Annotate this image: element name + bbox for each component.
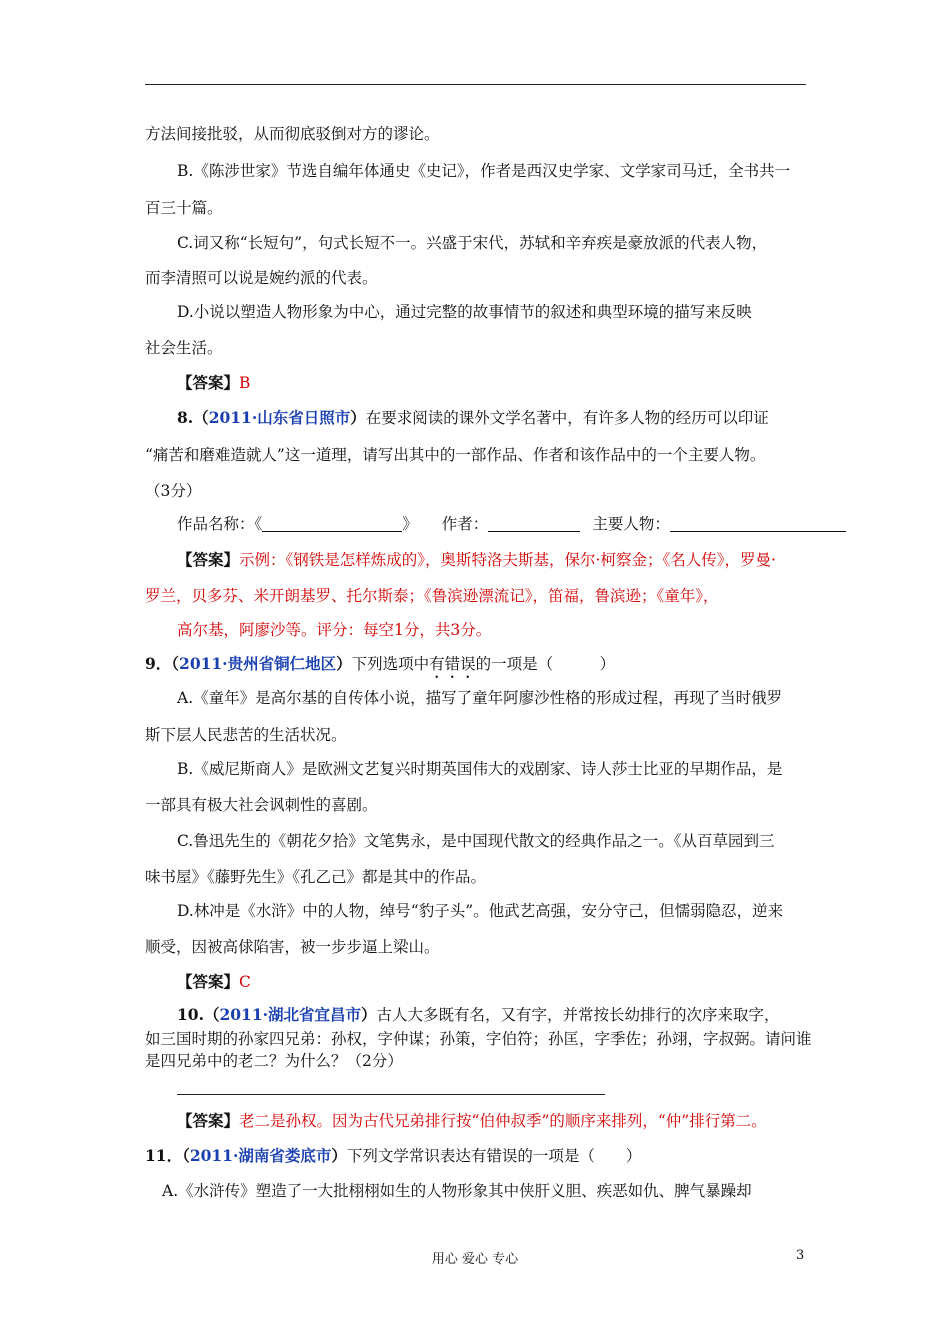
text-line: 百三十篇。: [145, 199, 223, 217]
answer-label: 【答案】: [177, 550, 240, 569]
q8-fill-fields: 作品名称：《 》 作者： 主要人物：: [177, 514, 846, 534]
question-source: 2011·湖北省宜昌市: [219, 1005, 362, 1024]
text-line: “痛苦和磨难造就人”这一道理，请写出其中的一部作品、作者和该作品中的一个主要人物。: [145, 446, 766, 464]
work-title-blank[interactable]: [262, 515, 402, 532]
q7-answer: [177, 373, 250, 393]
answer-value: B: [239, 374, 251, 392]
author-blank[interactable]: [488, 515, 580, 532]
text-line: 是四兄弟中的老二？为什么？（2分）: [145, 1052, 403, 1070]
answer-label: 【答案】: [177, 972, 240, 991]
answer-line: 高尔基，阿廖沙等。评分：每空1分，共3分。: [177, 621, 492, 639]
answer-blank-line[interactable]: [177, 1094, 605, 1095]
text-line: 顺受，因被高俅陷害，被一步步逼上梁山。: [145, 938, 440, 956]
page-number: 3: [796, 1248, 805, 1263]
answer-label: 【答案】: [177, 373, 240, 392]
option-c: C.词又称“长短句”，句式长短不一。兴盛于宋代，苏轼和辛弃疾是豪放派的代表人物，: [177, 234, 768, 252]
text-line: 味书屋》《藤野先生》《孔乙己》都是其中的作品。: [145, 868, 487, 886]
question-number: 9．（: [145, 654, 180, 673]
q9-stem: 9．（2011·贵州省铜仁地区）下列选项中有错误的一项是（ ）: [145, 654, 616, 673]
answer-value: 示例：《钢铁是怎样炼成的》，奥斯特洛夫斯基，保尔·柯察金；《名人传》，罗曼·: [239, 551, 776, 569]
question-number: 11．（: [145, 1146, 190, 1165]
answer-value: C: [239, 973, 251, 991]
text-line: 方法间接批驳，从而彻底驳倒对方的谬论。: [145, 125, 440, 143]
question-source: 2011·湖南省娄底市: [189, 1146, 332, 1165]
question-number: 8.（: [177, 408, 209, 427]
q8-answer: [177, 550, 776, 570]
option-a: A.《水浒传》塑造了一大批栩栩如生的人物形象其中侠肝义胆、疾恶如仇、脾气暴躁却: [162, 1182, 752, 1200]
author-label: 作者：: [441, 515, 489, 533]
option-d: D.林冲是《水浒》中的人物，绰号“豹子头”。他武艺高强，安分守己，但懦弱隐忍，逆来: [177, 902, 784, 920]
option-d: D.小说以塑造人物形象为中心，通过完整的故事情节的叙述和典型环境的描写来反映: [177, 303, 752, 321]
option-c: C.鲁迅先生的《朝花夕拾》文笔隽永，是中国现代散文的经典作品之一。《从百草园到三: [177, 832, 775, 850]
q10-answer: [177, 1111, 767, 1131]
question-number: 10.（: [177, 1005, 220, 1024]
option-a: A.《童年》是高尔基的自传体小说，描写了童年阿廖沙性格的形成过程，再现了当时俄罗: [177, 689, 783, 707]
text-line: 如三国时期的孙家四兄弟：孙权，字仲谋；孙策，字伯符；孙匡，字季佐；孙翊，字叔弼。请问谁: [145, 1030, 812, 1048]
text-line: 而李清照可以说是婉约派的代表。: [145, 269, 378, 287]
option-b: B.《威尼斯商人》是欧洲文艺复兴时期英国伟大的戏剧家、诗人莎士比亚的早期作品，是: [177, 760, 783, 778]
q11-stem: 11．（2011·湖南省娄底市）下列文学常识表达有错误的一项是（ ）: [145, 1146, 642, 1165]
character-blank[interactable]: [670, 515, 846, 532]
option-b: B.《陈涉世家》节选自编年体通史《史记》，作者是西汉史学家、文学家司马迁，全书共一: [177, 162, 791, 180]
text-line: 社会生活。: [145, 339, 223, 357]
text-line: 斯下层人民悲苦的生活状况。: [145, 726, 347, 744]
q10-stem: 10.（2011·湖北省宜昌市）古人大多既有名，又有字，并常按长幼排行的次序来取字，: [177, 1005, 780, 1024]
header-rule: [145, 84, 806, 85]
answer-value: 老二是孙权。因为古代兄弟排行按“伯仲叔季”的顺序来排列，“仲”排行第二。: [239, 1112, 767, 1130]
text-line: 一部具有极大社会讽刺性的喜剧。: [145, 796, 378, 814]
question-source: 2011·贵州省铜仁地区: [179, 654, 337, 673]
work-title-label: 作品名称：: [177, 515, 255, 533]
answer-label: 【答案】: [177, 1111, 240, 1130]
question-source: 2011·山东省日照市: [208, 408, 351, 427]
q8-stem: 8.（2011·山东省日照市）在要求阅读的课外文学名著中，有许多人物的经历可以印证: [177, 408, 769, 427]
character-label: 主要人物：: [592, 515, 670, 533]
page-footer: 用心 爱心 专心: [431, 1252, 519, 1267]
answer-line: 罗兰，贝多芬、米开朗基罗、托尔斯泰；《鲁滨逊漂流记》，笛福，鲁滨逊；《童年》，: [145, 587, 719, 605]
text-line: （3分）: [145, 482, 202, 500]
emphasis-text: 有错误: [429, 655, 476, 673]
q9-answer: [177, 972, 251, 992]
